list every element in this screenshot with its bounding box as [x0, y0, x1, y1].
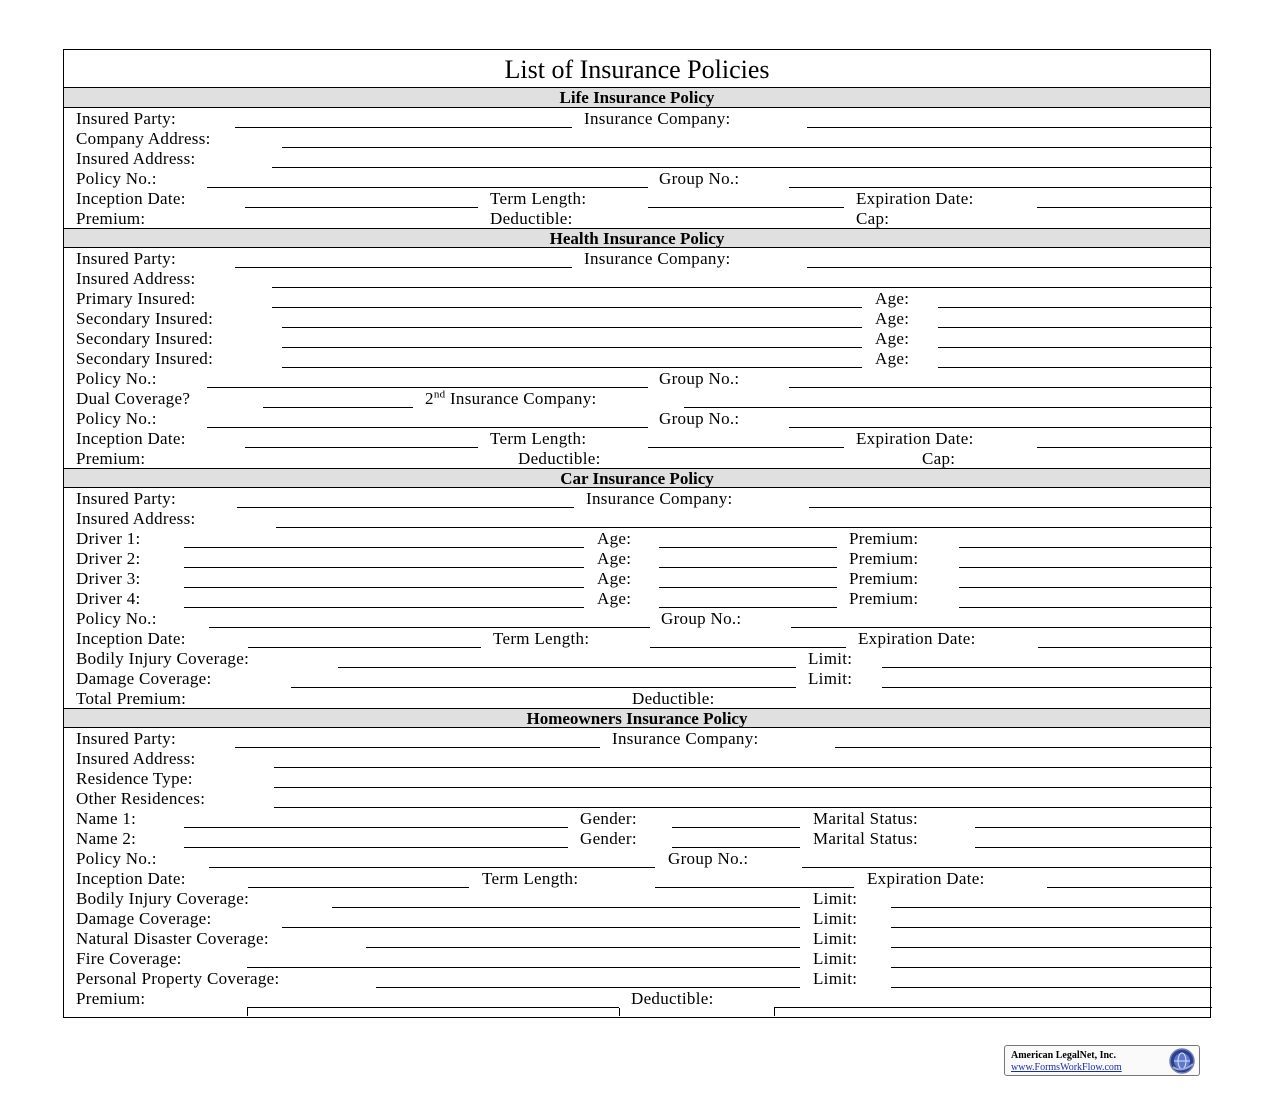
form-row: [64, 548, 1210, 568]
field-label: Premium:: [76, 989, 146, 1008]
section-heading-life: Life Insurance Policy: [64, 88, 1210, 108]
form-row: [64, 168, 1210, 188]
field-label: Group No.:: [659, 169, 740, 188]
field-label: Name 2:: [76, 829, 137, 848]
form-row: [64, 208, 1210, 228]
field-label: Insurance Company:: [586, 489, 733, 508]
form-row: [64, 568, 1210, 588]
field-label: Age:: [597, 529, 632, 548]
publisher-link[interactable]: www.FormsWorkFlow.com: [1011, 1062, 1122, 1073]
form-row: [64, 408, 1210, 428]
field-label: Insured Address:: [76, 509, 196, 528]
field-label: Limit:: [808, 669, 853, 688]
field-label: Age:: [875, 349, 910, 368]
form-row: [64, 528, 1210, 548]
field-label: Damage Coverage:: [76, 909, 212, 928]
field-label: Insurance Company:: [584, 109, 731, 128]
form-row: [64, 968, 1210, 988]
field-label: Deductible:: [518, 449, 601, 468]
form-row: [64, 688, 1210, 708]
field-label: Insured Party:: [76, 109, 177, 128]
form-row: [64, 788, 1210, 808]
field-label: Gender:: [580, 809, 637, 828]
publisher-logo: [1004, 1045, 1200, 1076]
field-label: Driver 1:: [76, 529, 141, 548]
form-row: [64, 388, 1210, 408]
form-row: [64, 928, 1210, 948]
form-row: [64, 888, 1210, 908]
publisher-name: American LegalNet, Inc.: [1011, 1050, 1116, 1061]
field-label: Limit:: [813, 969, 858, 988]
form-row: [64, 508, 1210, 528]
field-label: Premium:: [76, 209, 146, 228]
field-label: Limit:: [813, 889, 858, 908]
field-label: Premium:: [849, 589, 919, 608]
field-label: Cap:: [856, 209, 890, 228]
form-row: [64, 848, 1210, 868]
field-label: Insured Address:: [76, 149, 196, 168]
form-row: [64, 908, 1210, 928]
field-label: Gender:: [580, 829, 637, 848]
field-label: Insured Party:: [76, 489, 177, 508]
field-label: Name 1:: [76, 809, 137, 828]
field-label: Insured Party:: [76, 249, 177, 268]
field-label: Insured Address:: [76, 749, 196, 768]
field-label: Secondary Insured:: [76, 349, 214, 368]
field-label: Insurance Company:: [612, 729, 759, 748]
field-label: Deductible:: [490, 209, 573, 228]
form-row: [64, 588, 1210, 608]
form-row: [64, 808, 1210, 828]
field-label: Group No.:: [668, 849, 749, 868]
form-row: [64, 148, 1210, 168]
form-row: [64, 448, 1210, 468]
field-label: Personal Property Coverage:: [76, 969, 280, 988]
globe-icon: [1169, 1048, 1195, 1074]
divider: [774, 1008, 775, 1016]
field-label: Natural Disaster Coverage:: [76, 929, 269, 948]
form-row: [64, 428, 1210, 448]
field-label: Damage Coverage:: [76, 669, 212, 688]
divider: [247, 1008, 248, 1016]
field-label: Premium:: [849, 529, 919, 548]
field-label: Secondary Insured:: [76, 309, 214, 328]
field-label: Policy No.:: [76, 609, 157, 628]
field-label: Residence Type:: [76, 769, 193, 788]
field-label: Age:: [875, 309, 910, 328]
field-label: Driver 4:: [76, 589, 141, 608]
section-heading-car: Car Insurance Policy: [64, 468, 1210, 488]
field-label: Inception Date:: [76, 429, 186, 448]
field-label: Inception Date:: [76, 189, 186, 208]
form-row: [64, 748, 1210, 768]
field-label: Term Length:: [490, 189, 587, 208]
section-heading-health: Health Insurance Policy: [64, 228, 1210, 248]
field-label: Bodily Injury Coverage:: [76, 649, 250, 668]
form-row: [64, 648, 1210, 668]
field-label: Age:: [875, 329, 910, 348]
field-label: Term Length:: [490, 429, 587, 448]
field-label: Bodily Injury Coverage:: [76, 889, 250, 908]
field-label: Insurance Company:: [584, 249, 731, 268]
field-label: Premium:: [849, 569, 919, 588]
form-row: [64, 188, 1210, 208]
field-label: Total Premium:: [76, 689, 187, 708]
field-label: Policy No.:: [76, 849, 157, 868]
form-row: [64, 328, 1210, 348]
field-label: Age:: [597, 569, 632, 588]
field-label: Cap:: [922, 449, 956, 468]
form-row: [64, 248, 1210, 268]
field-label: Age:: [597, 589, 632, 608]
field-label: Age:: [597, 549, 632, 568]
form-row: [64, 728, 1210, 748]
field-label: Company Address:: [76, 129, 211, 148]
field-label: Premium:: [849, 549, 919, 568]
section-heading-homeowners: Homeowners Insurance Policy: [64, 708, 1210, 728]
form-row: [64, 828, 1210, 848]
field-label: Expiration Date:: [858, 629, 976, 648]
field-label: Limit:: [813, 949, 858, 968]
field-label: Expiration Date:: [856, 429, 974, 448]
field-label: Dual Coverage?: [76, 389, 191, 408]
field-label: Other Residences:: [76, 789, 206, 808]
field-label: Group No.:: [659, 369, 740, 388]
field-label: Term Length:: [482, 869, 579, 888]
form-row: [64, 488, 1210, 508]
page-title: List of Insurance Policies: [64, 50, 1210, 88]
field-label: Inception Date:: [76, 869, 186, 888]
form-row: [64, 268, 1210, 288]
field-label: Limit:: [813, 909, 858, 928]
field-label: Premium:: [76, 449, 146, 468]
field-label: Marital Status:: [813, 809, 919, 828]
field-label: Primary Insured:: [76, 289, 196, 308]
form-row: [64, 988, 1210, 1008]
form-row: [64, 288, 1210, 308]
field-label: 2nd Insurance Company:: [425, 388, 597, 408]
form-row-tail: [64, 1008, 1210, 1024]
field-label: Limit:: [808, 649, 853, 668]
field-label: Limit:: [813, 929, 858, 948]
form-row: [64, 368, 1210, 388]
form-row: [64, 348, 1210, 368]
field-label: Deductible:: [631, 989, 714, 1008]
field-label: Insured Party:: [76, 729, 177, 748]
form-row: [64, 868, 1210, 888]
field-label: Group No.:: [661, 609, 742, 628]
form-row: [64, 948, 1210, 968]
form-row: [64, 668, 1210, 688]
field-label: Policy No.:: [76, 409, 157, 428]
field-label: Driver 2:: [76, 549, 141, 568]
field-label: Age:: [875, 289, 910, 308]
field-label: Expiration Date:: [867, 869, 985, 888]
field-label: Expiration Date:: [856, 189, 974, 208]
form-row: [64, 108, 1210, 128]
form-row: [64, 608, 1210, 628]
field-label: Marital Status:: [813, 829, 919, 848]
field-label: Term Length:: [493, 629, 590, 648]
field-label: Group No.:: [659, 409, 740, 428]
field-label: Secondary Insured:: [76, 329, 214, 348]
insurance-policies-form: [63, 49, 1211, 1018]
field-label: Deductible:: [632, 689, 715, 708]
form-row: [64, 768, 1210, 788]
field-label: Policy No.:: [76, 169, 157, 188]
field-label: Inception Date:: [76, 629, 186, 648]
form-row: [64, 128, 1210, 148]
field-label: Fire Coverage:: [76, 949, 182, 968]
field-label: Policy No.:: [76, 369, 157, 388]
field-label: Insured Address:: [76, 269, 196, 288]
form-row: [64, 308, 1210, 328]
form-row: [64, 628, 1210, 648]
divider: [619, 1008, 620, 1016]
field-label: Driver 3:: [76, 569, 141, 588]
